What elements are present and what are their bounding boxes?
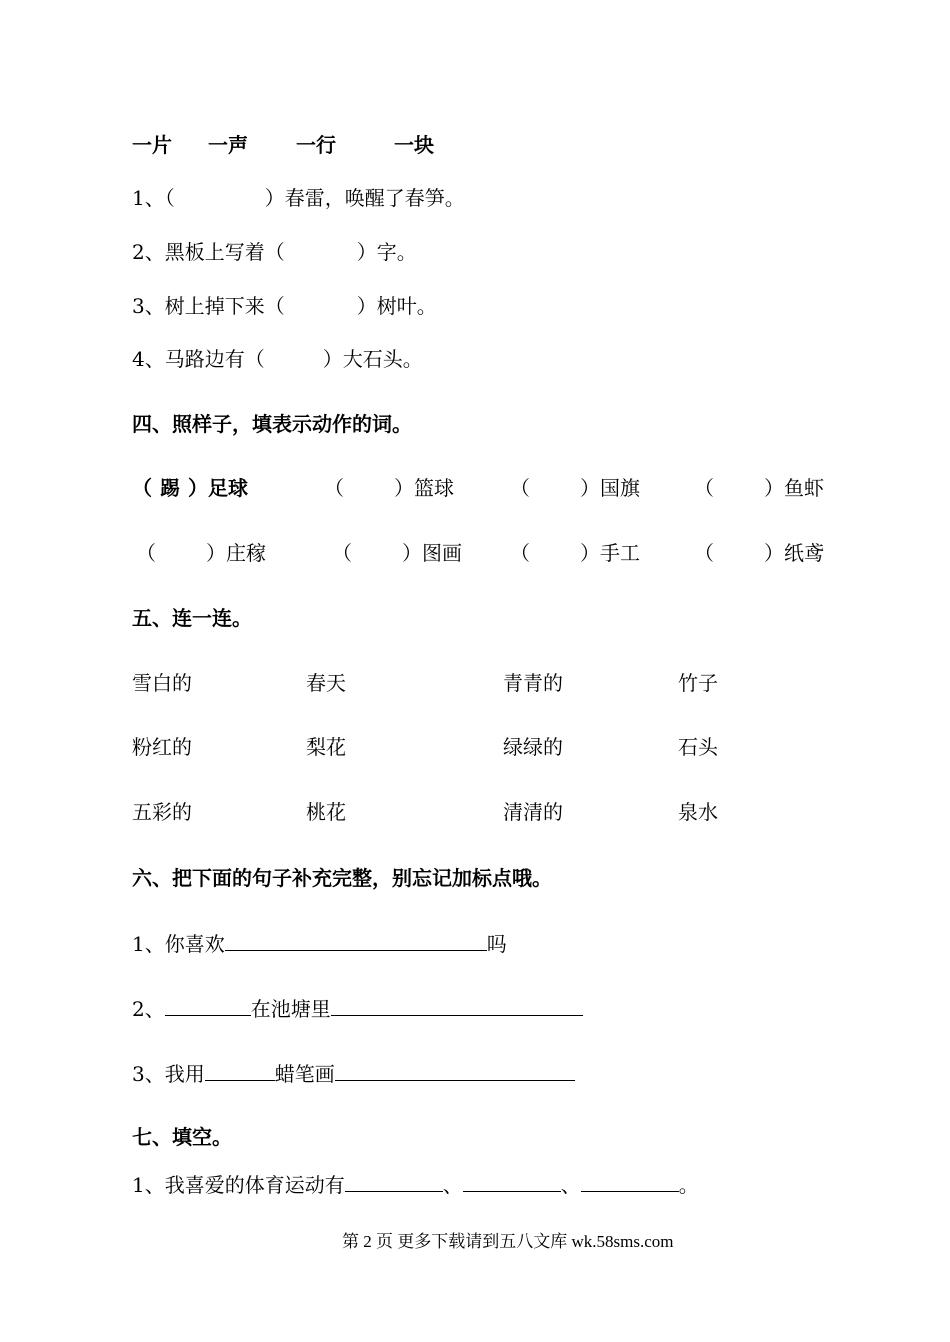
verb-blank-zhuangjia: （ ）庄稼: [136, 541, 266, 565]
match-left-2: 粉红的: [132, 735, 192, 759]
match-left-6: 清清的: [503, 800, 563, 824]
match-right-4: 竹子: [678, 671, 718, 695]
sports-blank-2[interactable]: [463, 1173, 561, 1192]
sentence-1-blank[interactable]: [225, 932, 487, 951]
fill-item-4: 4、马路边有（ ）大石头。: [132, 347, 423, 371]
section-7-heading: 七、填空。: [132, 1125, 232, 1149]
page-footer: 第 2 页 更多下载请到五八文库 wk.58sms.com: [342, 1232, 674, 1251]
verb-blank-zhiyuan: （ ）纸鸢: [694, 541, 824, 565]
section-4-heading: 四、照样子，填表示动作的词。: [132, 412, 412, 436]
fill-item-2: 2、黑板上写着（ ）字。: [132, 240, 417, 264]
match-right-2: 梨花: [306, 735, 346, 759]
sports-blank-3[interactable]: [581, 1173, 679, 1192]
sentence-3-blank-b[interactable]: [335, 1062, 575, 1081]
verb-blank-shougong: （ ）手工: [510, 541, 640, 565]
match-right-1: 春天: [306, 671, 346, 695]
match-right-3: 桃花: [306, 800, 346, 824]
fill-item-3: 3、树上掉下来（ ）树叶。: [132, 294, 437, 318]
example-item: （ 踢 ）足球: [132, 476, 248, 500]
measure-word-2: 一声: [208, 133, 248, 157]
verb-blank-yuxia: （ ）鱼虾: [694, 476, 824, 500]
fill-sports: 1、我喜爱的体育运动有 、 、 。: [132, 1173, 699, 1197]
verb-blank-tuhua: （ ）图画: [332, 541, 462, 565]
sports-blank-1[interactable]: [345, 1173, 443, 1192]
verb-blank-guoqi: （ ）国旗: [510, 476, 640, 500]
section-6-heading: 六、把下面的句子补充完整，别忘记加标点哦。: [132, 866, 552, 890]
verb-blank-lanqiu: （ ）篮球: [324, 476, 454, 500]
sentence-3-blank-a[interactable]: [205, 1062, 275, 1081]
sentence-2-blank-b[interactable]: [331, 997, 583, 1016]
match-left-4: 青青的: [503, 671, 563, 695]
section-5-heading: 五、连一连。: [132, 606, 252, 630]
match-left-3: 五彩的: [132, 800, 192, 824]
sentence-2-blank-a[interactable]: [165, 997, 251, 1016]
measure-word-4: 一块: [394, 133, 434, 157]
sentence-2: 2、 在池塘里: [132, 997, 583, 1019]
measure-word-1: 一片: [132, 133, 172, 157]
fill-item-1: 1、（ ）春雷，唤醒了春笋。: [132, 186, 465, 210]
sentence-3: 3、我用 蜡笔画: [132, 1062, 575, 1084]
match-right-5: 石头: [678, 735, 718, 759]
sentence-1: 1、你喜欢 吗: [132, 932, 507, 956]
match-left-5: 绿绿的: [503, 735, 563, 759]
match-right-6: 泉水: [678, 800, 718, 824]
match-left-1: 雪白的: [132, 671, 192, 695]
measure-word-3: 一行: [296, 133, 336, 157]
